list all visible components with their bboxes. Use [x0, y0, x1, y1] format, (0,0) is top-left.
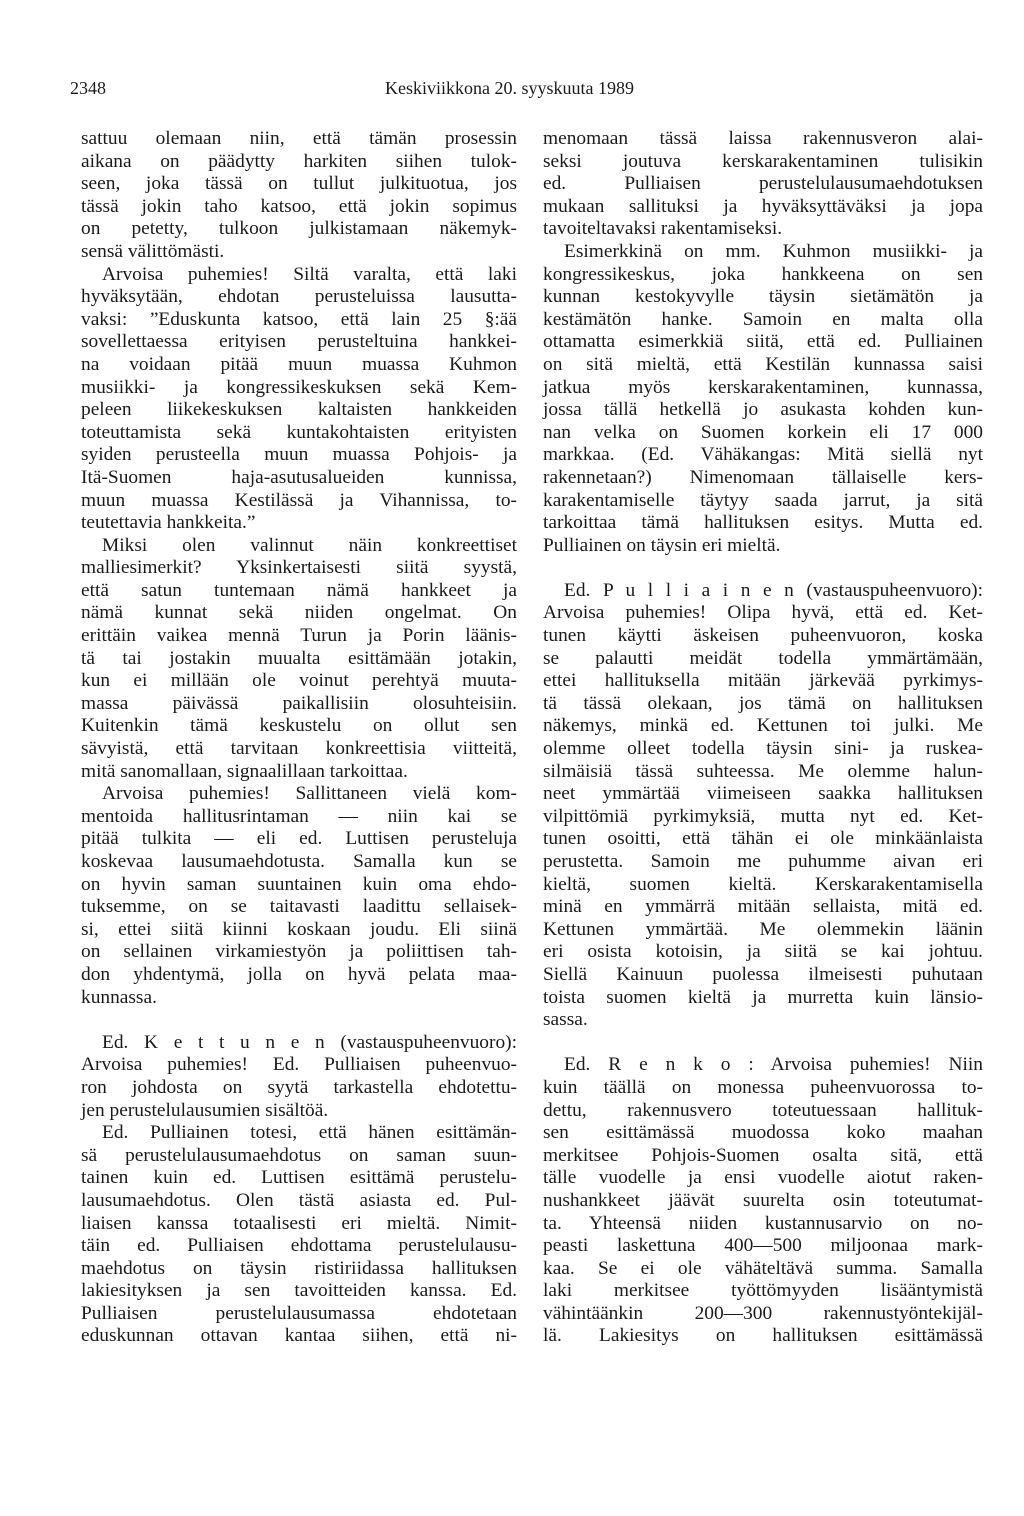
text-line: rakennetaan?) Nimenomaan tällaiselle kers- — [543, 466, 983, 488]
text-line: massa päivässä paikallisiin olosuhteisiin. — [81, 692, 517, 714]
text-line: tavoiteltavaksi rakentamiseksi. — [543, 218, 783, 240]
text-line: eduskunnan ottavan kantaa siihen, että ni- — [81, 1325, 517, 1347]
text-line: ron johdosta on syytä tarkastella ehdotettu- — [81, 1076, 517, 1098]
text-line: lausumaehdotus. Olen tästä asiasta ed. Pul- — [81, 1189, 517, 1211]
text-line: näkemys, minkä ed. Kettunen toi julki. Me — [543, 715, 983, 737]
text-line: dettu, rakennusvero toteutuessaan hallituk- — [543, 1099, 983, 1121]
text-line: erittäin vaikea mennä Turun ja Porin läänis- — [81, 625, 517, 647]
text-line: on petetty, tulkoon julkistamaan näkemyk- — [81, 218, 517, 240]
text-line: sovellettaessa erityisen perusteltuina hankkei- — [81, 331, 517, 353]
text-line: Pulliaisen perustelulausumassa ehdotetaan — [81, 1302, 517, 1324]
paragraph-gap — [81, 1009, 517, 1032]
text-line: mukaan sallituksi ja hyväksyttäväksi ja jopa — [543, 195, 983, 217]
text-line: Arvoisa puhemies! Ed. Pulliaisen puheenvuo- — [81, 1054, 517, 1076]
text-line: jatkua myös kerskarakentaminen, kunnassa, — [543, 376, 983, 398]
page-header — [70, 78, 955, 102]
text-line: laki merkitsee työttömyyden lisääntymistä — [543, 1280, 983, 1302]
text-line: pitää tulkita — eli ed. Luttisen perusteluja — [81, 828, 517, 850]
page-number: 2348 — [70, 78, 106, 98]
text-line: don yhdentymä, jolla on hyvä pelata maa- — [81, 963, 517, 985]
text-line: tunen käytti äskeisen puheenvuoron, koska — [543, 625, 983, 647]
text-line: Miksi olen valinnut näin konkreettiset — [102, 534, 517, 556]
text-line: sattuu olemaan niin, että tämän prosessin — [81, 128, 517, 149]
text-line: vähintäänkin 200—300 rakennustyöntekijäl- — [543, 1302, 983, 1324]
text-line: tälle vuodelle ja ensi vuodelle aiotut raken- — [543, 1167, 983, 1189]
text-line: ottamatta esimerkkiä siitä, että ed. Pulliainen — [543, 331, 983, 353]
text-line: Pulliainen on täysin eri mieltä. — [543, 534, 781, 556]
text-line: sensä välittömästi. — [81, 240, 225, 262]
text-line: olemme olleet todella täysin sini- ja ruskea- — [543, 738, 983, 760]
text-line: kongressikeskus, joka hankkeena on sen — [543, 263, 983, 285]
text-line: Itä-Suomen haja-asutusalueiden kunnissa, — [81, 466, 517, 488]
text-line: eri osista kotoisin, ja siitä se kai johtuu. — [543, 941, 983, 963]
text-line: tunen osoitti, että tähän ei ole minkäänlaista — [543, 828, 983, 850]
text-line: nan velka on Suomen korkein eli 17 000 — [543, 421, 983, 443]
text-line: liaisen kanssa totaalisesti eri mieltä. Nimit- — [81, 1212, 517, 1234]
text-line: lakiesityksen ja sen tavoitteiden kanssa. Ed. — [81, 1280, 517, 1302]
text-line: neet ymmärtää viimeiseen saakka hallituksen — [543, 783, 983, 805]
right-text-column — [543, 128, 983, 1348]
text-line: on sitä mieltä, että Kestilän kunnassa saisi — [543, 353, 983, 375]
text-line: karakentamiselle täytyy saada jarrut, ja sitä — [543, 489, 983, 511]
text-line: ta. Yhteensä niiden kustannusarvio on no- — [543, 1212, 983, 1234]
text-line: hyväksytään, ehdotan perusteluissa lausutta- — [81, 286, 517, 308]
text-line: tuksemme, on se taitavasti laadittu sellaisek- — [81, 896, 517, 918]
text-line: si, ettei siitä kiinni koskaan joudu. Eli siinä — [81, 918, 517, 940]
left-text-column — [81, 128, 517, 1348]
text-line: Ed. Pulliainen totesi, että hänen esittämän- — [102, 1122, 517, 1144]
text-line: Kuitenkin tämä keskustelu on ollut sen — [81, 715, 517, 737]
text-line: tä tässä olekaan, jos tämä on hallituksen — [543, 692, 983, 714]
text-line: muun muassa Kestilässä ja Vihannissa, to- — [81, 489, 517, 511]
text-line: jen perustelulausumien sisältöä. — [81, 1099, 329, 1121]
text-line: Ed. R e n k o : Arvoisa puhemies! Niin — [564, 1054, 983, 1076]
text-line: kunnan kestokyvylle täysin sietämätön ja — [543, 286, 983, 308]
text-line: merkitsee Pohjois-Suomen osalta sitä, että — [543, 1144, 983, 1166]
text-line: toista suomen kieltä ja murretta kuin länsio- — [543, 986, 983, 1008]
text-line: minä en ymmärrä mitään sellaista, mitä ed. — [543, 896, 983, 918]
text-line: sassa. — [543, 1009, 588, 1031]
text-line: mentoida hallitusrintaman — niin kai se — [81, 805, 517, 827]
text-line: se palautti meidät todella ymmärtämään, — [543, 647, 983, 669]
text-line: nushankkeet jäävät suurelta osin toteutumat- — [543, 1189, 983, 1211]
text-line: että satun tuntemaan nämä hankkeet ja — [81, 579, 517, 601]
text-line: peasti laskettuna 400—500 miljoonaa mark- — [543, 1235, 983, 1257]
text-line: na voidaan pitää muun muassa Kuhmon — [81, 353, 517, 375]
text-line: mitä sanomallaan, signaalillaan tarkoittaa. — [81, 760, 408, 782]
text-line: tainen kuin ed. Luttisen esittämä perustelu- — [81, 1167, 517, 1189]
running-head-date: Keskiviikkona 20. syyskuuta 1989 — [385, 78, 634, 98]
text-line: lä. Lakiesitys on hallituksen esittämässä — [543, 1325, 983, 1347]
text-line: tä tai jostakin muualta esittämään jotakin, — [81, 647, 517, 669]
text-line: aikana on päädytty harkiten siihen tulok- — [81, 150, 517, 172]
text-line: Arvoisa puhemies! Siltä varalta, että laki — [102, 263, 517, 285]
text-line: markkaa. (Ed. Vähäkangas: Mitä siellä nyt — [543, 444, 983, 466]
text-line: kun ei millään ole voinut perehtyä muuta- — [81, 670, 517, 692]
text-line: vaksi: ”Eduskunta katsoo, että lain 25 §:ää — [81, 308, 517, 330]
text-line: sä perustelulausumaehdotus on saman suun- — [81, 1144, 517, 1166]
text-line: on sellainen virkamiestyön ja poliittisen tah- — [81, 941, 517, 963]
text-line: Ed. P u l l i a i n e n (vastauspuheenvuoro): — [564, 579, 983, 601]
text-line: kuin täällä on monessa puheenvuorossa to- — [543, 1076, 983, 1098]
text-line: seksi joutuva kerskarakentaminen tulisikin — [543, 150, 983, 172]
text-line: kestämätön hanke. Samoin en malta olla — [543, 308, 983, 330]
text-line: täin ed. Pulliaisen ehdottama perustelulausu- — [81, 1235, 517, 1257]
text-line: Siellä Kainuun puolessa ilmeisesti puhutaan — [543, 963, 983, 985]
text-line: on hyvin saman suuntainen kuin oma ehdo- — [81, 873, 517, 895]
text-line: sävyistä, että tarvitaan konkreettisia viitteitä, — [81, 738, 517, 760]
text-line: koskevaa lausumaehdotusta. Samalla kun se — [81, 851, 517, 872]
text-line: Arvoisa puhemies! Sallittaneen vielä kom- — [102, 783, 517, 805]
text-line: ettei hallituksella mitään järkevää pyrkimys- — [543, 670, 983, 692]
text-line: vilpittömiä pyrkimyksiä, mutta nyt ed. Ket- — [543, 805, 983, 827]
text-line: peleen liikekeskuksen kaltaisten hankkeiden — [81, 399, 517, 421]
text-line: jossa tällä hetkellä jo asukasta kohden kun- — [543, 399, 983, 421]
text-line: musiikki- ja kongressikeskuksen sekä Kem- — [81, 376, 517, 398]
text-line: Ed. K e t t u n e n (vastauspuheenvuoro): — [102, 1031, 517, 1053]
text-line: seen, joka tässä on tullut julkituotua, jos — [81, 173, 517, 195]
text-line: teutettavia hankkeita.” — [81, 512, 256, 534]
text-line: Arvoisa puhemies! Olipa hyvä, että ed. Ket- — [543, 602, 983, 624]
text-line: ed. Pulliaisen perustelulausumaehdotuksen — [543, 173, 983, 195]
text-line: syiden perusteella muun muassa Pohjois- ja — [81, 444, 517, 466]
text-line: tarkoittaa tämä hallituksen esitys. Mutta ed. — [543, 512, 983, 534]
text-line: kieltä, suomen kieltä. Kerskarakentamisella — [543, 873, 983, 895]
paragraph-gap — [543, 1032, 983, 1055]
text-line: sen esittämässä muodossa koko maahan — [543, 1122, 983, 1144]
text-line: kaa. Se ei ole vähäteltävä summa. Samalla — [543, 1257, 983, 1279]
paragraph-gap — [543, 557, 983, 580]
text-line: nämä kunnat sekä niiden ongelmat. On — [81, 602, 517, 624]
text-line: malliesimerkit? Yksinkertaisesti siitä syystä, — [81, 557, 517, 579]
text-line: menomaan tässä laissa rakennusveron alai- — [543, 128, 983, 149]
text-line: silmäisiä tässä suhteessa. Me olemme halun- — [543, 760, 983, 782]
text-line: maehdotus on täysin ristiriidassa hallituksen — [81, 1257, 517, 1279]
text-line: Kettunen ymmärtää. Me olemmekin läänin — [543, 918, 983, 940]
text-line: Esimerkkinä on mm. Kuhmon musiikki- ja — [564, 240, 983, 262]
text-line: kunnassa. — [81, 986, 157, 1008]
text-line: tässä jokin taho katsoo, että jokin sopimus — [81, 195, 517, 217]
text-line: toteuttamista sekä kuntakohtaisten erityisten — [81, 421, 517, 443]
text-line: perustetta. Samoin me puhumme aivan eri — [543, 851, 983, 872]
